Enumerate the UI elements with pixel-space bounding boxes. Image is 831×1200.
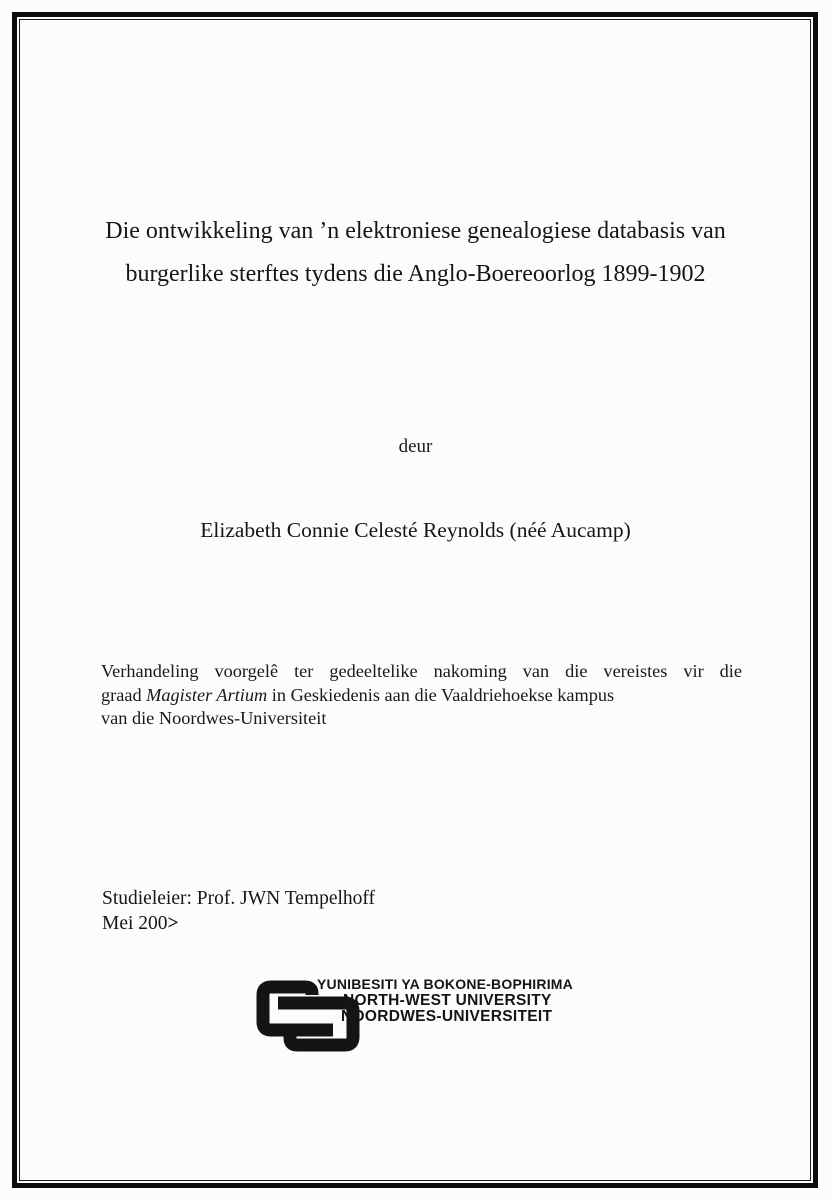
submission-statement	[101, 660, 742, 731]
date-odd-seven-glyph: >	[167, 913, 178, 934]
thesis-title-line1: Die ontwikkeling van ’n elektroniese genealogiese databasis van	[105, 218, 726, 244]
thesis-title-line2: burgerlike sterftes tydens die Anglo-Boereoorlog 1899-1902	[125, 261, 706, 287]
date-line	[102, 913, 178, 935]
date-prefix: Mei 200	[102, 913, 168, 934]
university-name-english: NORTH-WEST UNIVERSITY	[343, 991, 552, 1009]
university-logo	[254, 974, 584, 1060]
author-name: Elizabeth Connie Celesté Reynolds (néé Aucamp)	[200, 518, 631, 542]
university-name-setswana: YUNIBESITI YA BOKONE-BOPHIRIMA	[317, 976, 573, 992]
university-name-afrikaans: NOORDWES-UNIVERSITEIT	[341, 1007, 553, 1025]
degree-name-italic: Magister Artium	[146, 684, 268, 705]
submission-line2	[101, 684, 742, 708]
university-logo-text	[317, 976, 573, 1025]
submission-line2-suffix: in Geskiedenis aan die Vaaldriehoekse kampus	[267, 684, 615, 705]
submission-line2-prefix: graad	[101, 684, 147, 705]
submission-line3: van die Noordwes-Universiteit	[101, 708, 327, 729]
supervisor-line: Studieleier: Prof. JWN Tempelhoff	[102, 888, 376, 909]
byline-deur: deur	[398, 436, 433, 457]
submission-line1: Verhandeling voorgelê ter gedeeltelike nakoming van die vereistes vir die	[101, 661, 742, 681]
thesis-title	[40, 210, 791, 296]
